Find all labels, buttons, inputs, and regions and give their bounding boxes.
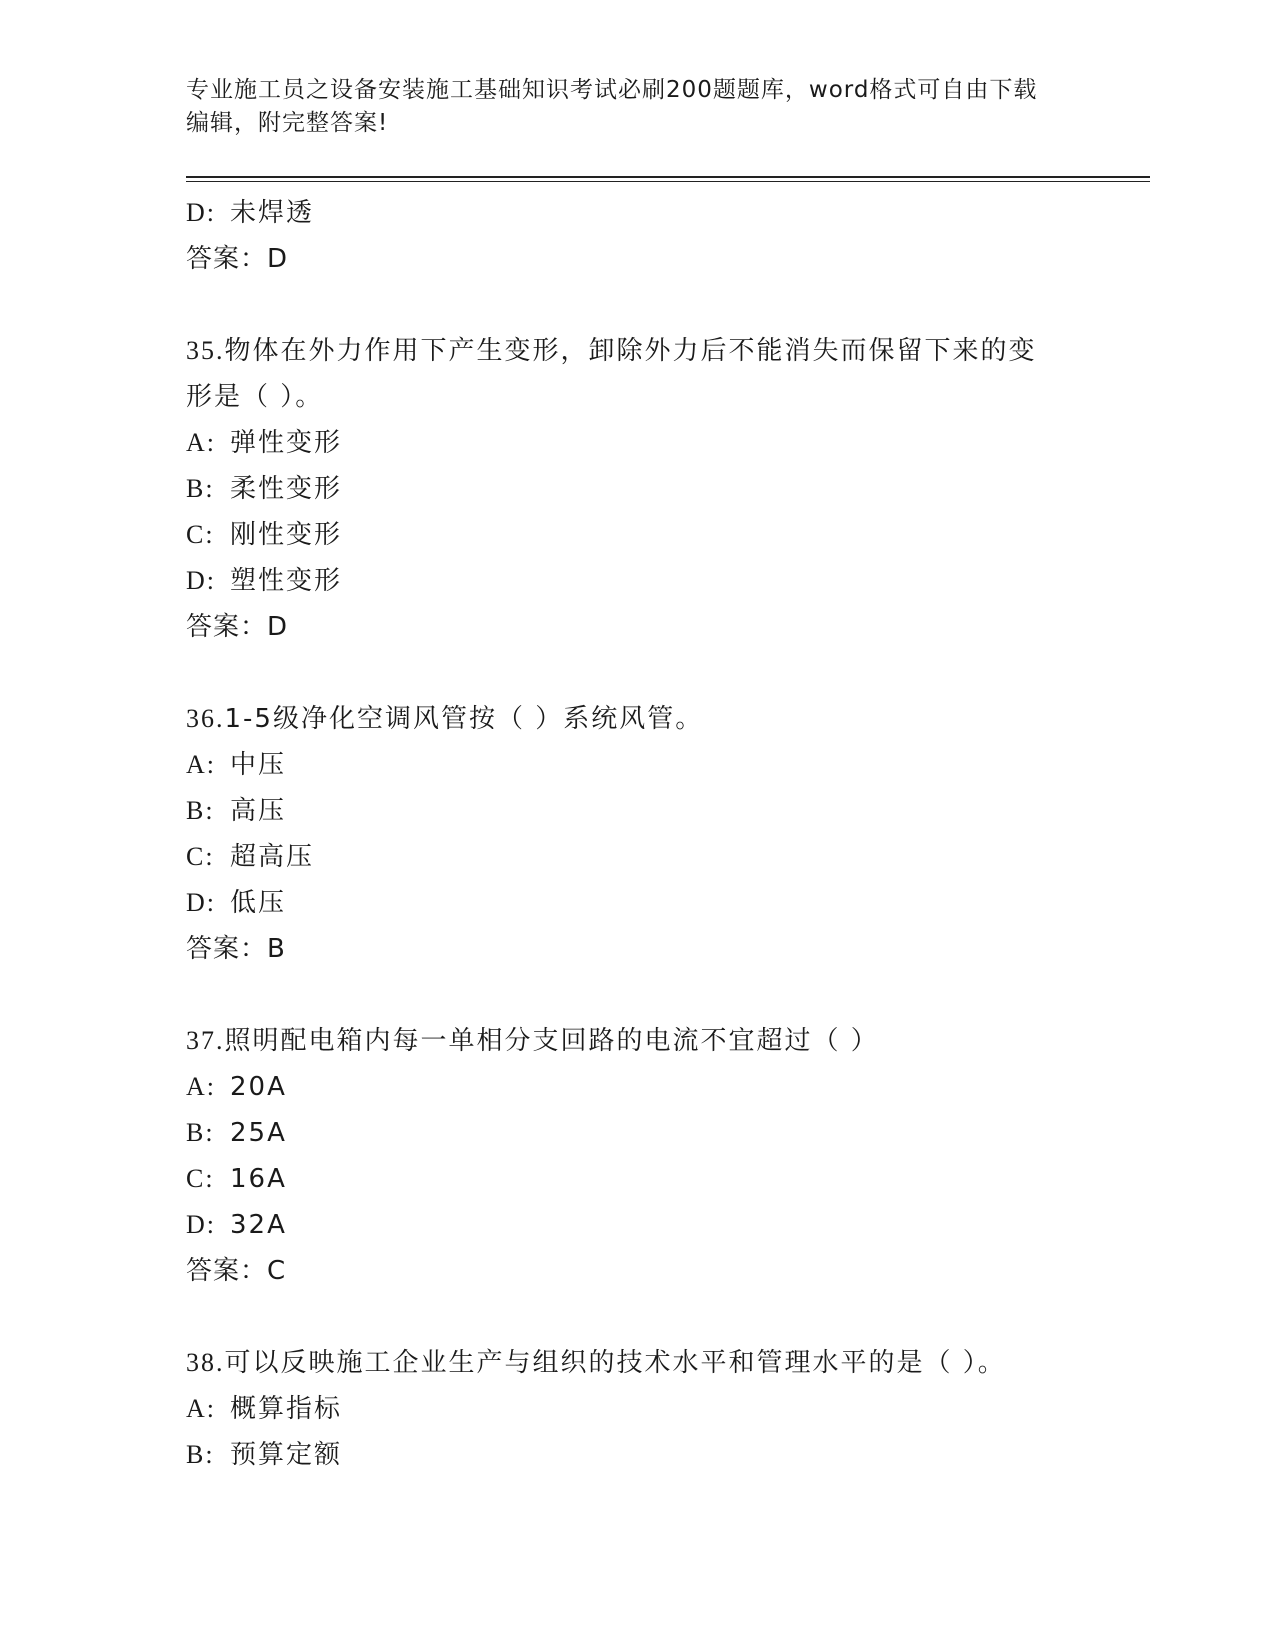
question-stem-line1: 照明配电箱内每一单相分支回路的电流不宜超过（ ） (224, 1026, 879, 1056)
option-text: 塑性变形 (230, 566, 343, 596)
question-35-stem (186, 328, 1066, 374)
option-text: 概算指标 (230, 1394, 343, 1424)
option-text: 中压 (230, 750, 287, 780)
question-35-stem-cont (186, 374, 1066, 420)
question-number: 37. (186, 1026, 225, 1055)
question-stem-line1: 物体在外力作用下产生变形，卸除外力后不能消失而保留下来的变 (224, 336, 1037, 366)
option-key: D: (186, 888, 216, 917)
question-stem-line1: 1-5级净化空调风管按（ ）系统风管。 (224, 704, 704, 734)
option-key: C: (186, 1164, 215, 1193)
prev-option-d (186, 190, 1086, 236)
option-key: D: (186, 198, 216, 227)
option-text: 预算定额 (230, 1440, 343, 1470)
option-key: C: (186, 520, 215, 549)
question-stem-line2: 形是（ ）。 (186, 382, 324, 412)
question-38-option-b (186, 1432, 1086, 1478)
header-rule-thin (186, 181, 1150, 182)
header-rule-thick (186, 176, 1150, 178)
question-35-option-a (186, 420, 1086, 466)
question-36-option-a (186, 742, 1086, 788)
question-35-option-c (186, 512, 1086, 558)
option-key: B: (186, 474, 215, 503)
question-37-answer: 答案：C (186, 1256, 287, 1286)
option-key: D: (186, 1210, 216, 1239)
option-key: A: (186, 750, 216, 779)
option-text: 弹性变形 (230, 428, 343, 458)
question-35-option-d (186, 558, 1086, 604)
header-title-line2: 编辑，附完整答案! (186, 110, 389, 136)
option-text: 刚性变形 (230, 520, 343, 550)
option-key: B: (186, 796, 215, 825)
question-content (186, 190, 1086, 1478)
spacer (186, 282, 1086, 328)
option-key: B: (186, 1118, 215, 1147)
question-36-option-c (186, 834, 1086, 880)
option-key: D: (186, 566, 216, 595)
option-text: 高压 (230, 796, 287, 826)
option-text: 低压 (230, 888, 287, 918)
spacer (186, 650, 1086, 696)
document-header (186, 74, 1086, 140)
question-37-option-b (186, 1110, 1086, 1156)
option-key: C: (186, 842, 215, 871)
option-key: A: (186, 428, 216, 457)
prev-answer: 答案：D (186, 244, 289, 274)
question-37-option-a (186, 1064, 1086, 1110)
option-text: 20A (230, 1072, 287, 1102)
question-number: 36. (186, 704, 225, 733)
question-36-option-b (186, 788, 1086, 834)
option-key: A: (186, 1072, 216, 1101)
option-text: 25A (230, 1118, 287, 1148)
spacer (186, 972, 1086, 1018)
question-37-option-d (186, 1202, 1086, 1248)
option-key: A: (186, 1394, 216, 1423)
question-36-answer: 答案：B (186, 934, 286, 964)
question-37-option-c (186, 1156, 1086, 1202)
option-text: 未焊透 (230, 198, 315, 228)
question-36-stem (186, 696, 1066, 742)
option-text: 16A (230, 1164, 287, 1194)
option-text: 柔性变形 (230, 474, 343, 504)
question-number: 35. (186, 336, 225, 365)
question-36-option-d (186, 880, 1086, 926)
header-title-line1: 专业施工员之设备安装施工基础知识考试必刷200题题库，word格式可自由下载 (186, 77, 1038, 103)
question-37-stem (186, 1018, 1066, 1064)
option-text: 32A (230, 1210, 287, 1240)
question-38-option-a (186, 1386, 1086, 1432)
option-key: B: (186, 1440, 215, 1469)
question-35-option-b (186, 466, 1086, 512)
question-38-stem (186, 1340, 1066, 1386)
question-stem-line1: 可以反映施工企业生产与组织的技术水平和管理水平的是（ ）。 (224, 1348, 1006, 1378)
option-text: 超高压 (230, 842, 315, 872)
question-number: 38. (186, 1348, 225, 1377)
spacer (186, 1294, 1086, 1340)
question-35-answer: 答案：D (186, 612, 289, 642)
